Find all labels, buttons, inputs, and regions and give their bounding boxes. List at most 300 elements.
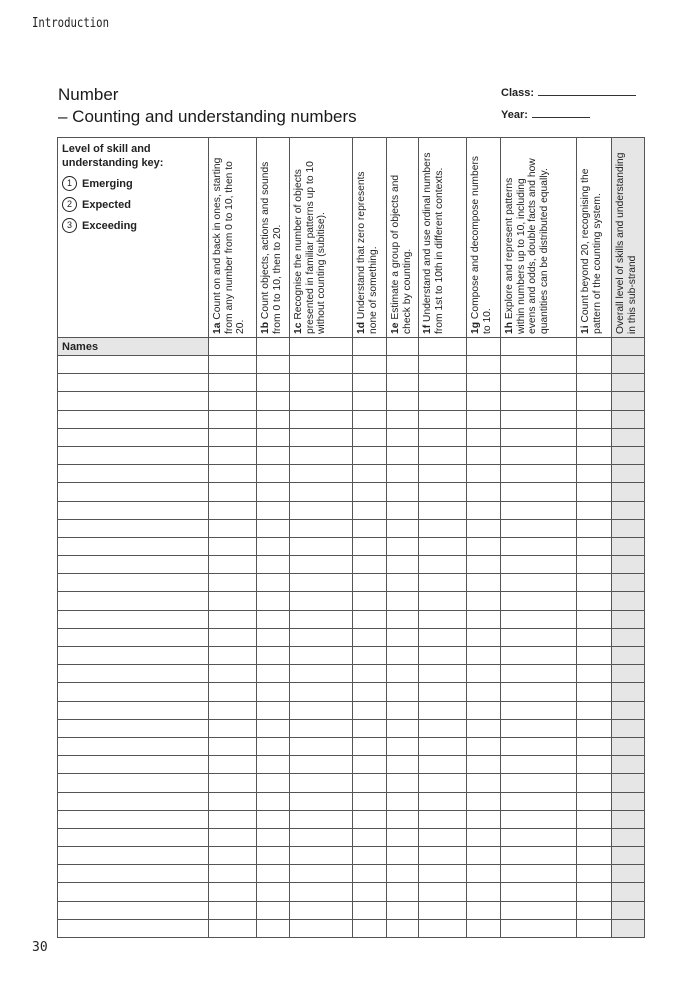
grid-cell[interactable] [501,810,577,828]
grid-cell[interactable] [387,338,419,356]
grid-cell[interactable] [387,647,419,665]
grid-cell[interactable] [387,919,419,937]
grid-cell[interactable] [419,392,467,410]
overall-cell[interactable] [612,737,645,755]
grid-cell[interactable] [290,810,353,828]
grid-cell[interactable] [419,847,467,865]
grid-cell[interactable] [387,574,419,592]
grid-cell[interactable] [290,465,353,483]
grid-cell[interactable] [209,847,257,865]
grid-cell[interactable] [387,792,419,810]
grid-cell[interactable] [419,574,467,592]
grid-cell[interactable] [467,701,501,719]
grid-cell[interactable] [209,410,257,428]
overall-cell[interactable] [612,465,645,483]
grid-cell[interactable] [577,756,612,774]
grid-cell[interactable] [257,810,290,828]
grid-cell[interactable] [387,774,419,792]
name-cell[interactable] [58,792,209,810]
grid-cell[interactable] [577,446,612,464]
grid-cell[interactable] [353,537,387,555]
grid-cell[interactable] [290,883,353,901]
grid-cell[interactable] [209,665,257,683]
overall-cell[interactable] [612,683,645,701]
grid-cell[interactable] [419,483,467,501]
grid-cell[interactable] [501,356,577,374]
overall-cell[interactable] [612,774,645,792]
grid-cell[interactable] [577,610,612,628]
grid-cell[interactable] [467,683,501,701]
grid-cell[interactable] [501,847,577,865]
grid-cell[interactable] [209,501,257,519]
class-blank-line[interactable] [538,84,636,96]
grid-cell[interactable] [419,356,467,374]
name-cell[interactable] [58,537,209,555]
grid-cell[interactable] [419,919,467,937]
grid-cell[interactable] [290,792,353,810]
grid-cell[interactable] [467,338,501,356]
grid-cell[interactable] [419,665,467,683]
grid-cell[interactable] [290,446,353,464]
grid-cell[interactable] [501,537,577,555]
grid-cell[interactable] [419,519,467,537]
grid-cell[interactable] [467,737,501,755]
grid-cell[interactable] [419,683,467,701]
grid-cell[interactable] [577,556,612,574]
grid-cell[interactable] [419,865,467,883]
grid-cell[interactable] [257,556,290,574]
grid-cell[interactable] [209,556,257,574]
grid-cell[interactable] [501,865,577,883]
overall-cell[interactable] [612,810,645,828]
name-cell[interactable] [58,446,209,464]
grid-cell[interactable] [257,446,290,464]
overall-cell[interactable] [612,556,645,574]
grid-cell[interactable] [419,465,467,483]
grid-cell[interactable] [501,901,577,919]
grid-cell[interactable] [387,719,419,737]
grid-cell[interactable] [501,737,577,755]
grid-cell[interactable] [467,501,501,519]
grid-cell[interactable] [501,483,577,501]
grid-cell[interactable] [209,774,257,792]
grid-cell[interactable] [387,428,419,446]
overall-cell[interactable] [612,883,645,901]
grid-cell[interactable] [209,883,257,901]
grid-cell[interactable] [577,828,612,846]
grid-cell[interactable] [467,374,501,392]
grid-cell[interactable] [290,901,353,919]
grid-cell[interactable] [353,737,387,755]
grid-cell[interactable] [577,810,612,828]
overall-cell[interactable] [612,901,645,919]
name-cell[interactable] [58,356,209,374]
grid-cell[interactable] [419,719,467,737]
grid-cell[interactable] [387,592,419,610]
name-cell[interactable] [58,556,209,574]
grid-cell[interactable] [467,774,501,792]
grid-cell[interactable] [467,428,501,446]
grid-cell[interactable] [467,647,501,665]
grid-cell[interactable] [501,756,577,774]
grid-cell[interactable] [209,574,257,592]
grid-cell[interactable] [501,410,577,428]
overall-cell[interactable] [612,628,645,646]
overall-cell[interactable] [612,392,645,410]
grid-cell[interactable] [209,428,257,446]
overall-cell[interactable] [612,701,645,719]
grid-cell[interactable] [209,828,257,846]
grid-cell[interactable] [257,756,290,774]
grid-cell[interactable] [257,501,290,519]
grid-cell[interactable] [209,756,257,774]
grid-cell[interactable] [387,483,419,501]
name-cell[interactable] [58,483,209,501]
grid-cell[interactable] [419,737,467,755]
grid-cell[interactable] [353,628,387,646]
grid-cell[interactable] [467,828,501,846]
grid-cell[interactable] [257,647,290,665]
grid-cell[interactable] [419,338,467,356]
grid-cell[interactable] [419,810,467,828]
overall-cell[interactable] [612,792,645,810]
name-cell[interactable] [58,828,209,846]
grid-cell[interactable] [387,665,419,683]
overall-cell[interactable] [612,428,645,446]
grid-cell[interactable] [501,792,577,810]
grid-cell[interactable] [209,810,257,828]
overall-cell[interactable] [612,410,645,428]
overall-cell[interactable] [612,719,645,737]
grid-cell[interactable] [501,446,577,464]
grid-cell[interactable] [257,792,290,810]
grid-cell[interactable] [501,501,577,519]
grid-cell[interactable] [353,719,387,737]
grid-cell[interactable] [577,901,612,919]
grid-cell[interactable] [209,392,257,410]
grid-cell[interactable] [257,610,290,628]
grid-cell[interactable] [501,828,577,846]
grid-cell[interactable] [419,628,467,646]
grid-cell[interactable] [501,774,577,792]
overall-cell[interactable] [612,338,645,356]
grid-cell[interactable] [577,701,612,719]
grid-cell[interactable] [257,865,290,883]
grid-cell[interactable] [501,392,577,410]
name-cell[interactable] [58,774,209,792]
grid-cell[interactable] [387,701,419,719]
grid-cell[interactable] [467,919,501,937]
grid-cell[interactable] [353,519,387,537]
grid-cell[interactable] [290,483,353,501]
grid-cell[interactable] [290,919,353,937]
grid-cell[interactable] [353,756,387,774]
overall-cell[interactable] [612,610,645,628]
grid-cell[interactable] [353,701,387,719]
grid-cell[interactable] [257,410,290,428]
grid-cell[interactable] [467,847,501,865]
grid-cell[interactable] [419,647,467,665]
grid-cell[interactable] [577,719,612,737]
grid-cell[interactable] [209,719,257,737]
grid-cell[interactable] [209,537,257,555]
grid-cell[interactable] [353,647,387,665]
grid-cell[interactable] [387,865,419,883]
grid-cell[interactable] [257,683,290,701]
grid-cell[interactable] [467,410,501,428]
grid-cell[interactable] [353,410,387,428]
name-cell[interactable] [58,574,209,592]
name-cell[interactable] [58,610,209,628]
grid-cell[interactable] [353,792,387,810]
grid-cell[interactable] [419,446,467,464]
overall-cell[interactable] [612,574,645,592]
grid-cell[interactable] [577,537,612,555]
grid-cell[interactable] [387,374,419,392]
grid-cell[interactable] [257,883,290,901]
grid-cell[interactable] [387,828,419,846]
name-cell[interactable] [58,628,209,646]
grid-cell[interactable] [209,683,257,701]
grid-cell[interactable] [419,701,467,719]
grid-cell[interactable] [501,719,577,737]
grid-cell[interactable] [290,356,353,374]
overall-cell[interactable] [612,828,645,846]
grid-cell[interactable] [387,537,419,555]
grid-cell[interactable] [577,574,612,592]
overall-cell[interactable] [612,537,645,555]
grid-cell[interactable] [467,810,501,828]
grid-cell[interactable] [467,592,501,610]
grid-cell[interactable] [353,683,387,701]
grid-cell[interactable] [467,519,501,537]
grid-cell[interactable] [257,574,290,592]
grid-cell[interactable] [290,574,353,592]
grid-cell[interactable] [387,901,419,919]
grid-cell[interactable] [387,519,419,537]
grid-cell[interactable] [353,865,387,883]
grid-cell[interactable] [577,356,612,374]
grid-cell[interactable] [467,465,501,483]
grid-cell[interactable] [387,465,419,483]
grid-cell[interactable] [290,701,353,719]
grid-cell[interactable] [257,592,290,610]
grid-cell[interactable] [290,828,353,846]
grid-cell[interactable] [290,592,353,610]
grid-cell[interactable] [467,628,501,646]
grid-cell[interactable] [209,374,257,392]
grid-cell[interactable] [419,410,467,428]
grid-cell[interactable] [467,665,501,683]
grid-cell[interactable] [353,665,387,683]
overall-cell[interactable] [612,501,645,519]
grid-cell[interactable] [290,519,353,537]
grid-cell[interactable] [257,374,290,392]
overall-cell[interactable] [612,847,645,865]
grid-cell[interactable] [577,338,612,356]
grid-cell[interactable] [353,901,387,919]
grid-cell[interactable] [387,610,419,628]
grid-cell[interactable] [387,737,419,755]
grid-cell[interactable] [467,446,501,464]
name-cell[interactable] [58,519,209,537]
grid-cell[interactable] [257,537,290,555]
grid-cell[interactable] [387,501,419,519]
grid-cell[interactable] [209,919,257,937]
grid-cell[interactable] [353,483,387,501]
grid-cell[interactable] [387,446,419,464]
grid-cell[interactable] [257,465,290,483]
grid-cell[interactable] [501,628,577,646]
grid-cell[interactable] [209,465,257,483]
grid-cell[interactable] [419,756,467,774]
grid-cell[interactable] [209,901,257,919]
name-cell[interactable] [58,919,209,937]
grid-cell[interactable] [209,356,257,374]
grid-cell[interactable] [467,719,501,737]
grid-cell[interactable] [467,865,501,883]
overall-cell[interactable] [612,519,645,537]
grid-cell[interactable] [290,628,353,646]
grid-cell[interactable] [387,556,419,574]
overall-cell[interactable] [612,865,645,883]
name-cell[interactable] [58,501,209,519]
grid-cell[interactable] [387,356,419,374]
name-cell[interactable] [58,665,209,683]
grid-cell[interactable] [209,338,257,356]
grid-cell[interactable] [290,865,353,883]
grid-cell[interactable] [467,556,501,574]
grid-cell[interactable] [387,883,419,901]
grid-cell[interactable] [501,465,577,483]
name-cell[interactable] [58,647,209,665]
grid-cell[interactable] [577,501,612,519]
overall-cell[interactable] [612,756,645,774]
grid-cell[interactable] [577,519,612,537]
grid-cell[interactable] [353,810,387,828]
name-cell[interactable] [58,701,209,719]
grid-cell[interactable] [209,737,257,755]
grid-cell[interactable] [577,647,612,665]
grid-cell[interactable] [290,610,353,628]
overall-cell[interactable] [612,919,645,937]
grid-cell[interactable] [290,410,353,428]
grid-cell[interactable] [577,592,612,610]
grid-cell[interactable] [257,719,290,737]
grid-cell[interactable] [577,865,612,883]
grid-cell[interactable] [467,756,501,774]
grid-cell[interactable] [501,610,577,628]
grid-cell[interactable] [353,338,387,356]
grid-cell[interactable] [419,901,467,919]
grid-cell[interactable] [577,919,612,937]
overall-cell[interactable] [612,483,645,501]
grid-cell[interactable] [353,883,387,901]
grid-cell[interactable] [257,701,290,719]
grid-cell[interactable] [209,647,257,665]
grid-cell[interactable] [257,737,290,755]
grid-cell[interactable] [209,592,257,610]
grid-cell[interactable] [419,374,467,392]
grid-cell[interactable] [290,774,353,792]
grid-cell[interactable] [501,683,577,701]
grid-cell[interactable] [501,556,577,574]
grid-cell[interactable] [501,519,577,537]
grid-cell[interactable] [353,556,387,574]
grid-cell[interactable] [257,774,290,792]
grid-cell[interactable] [577,483,612,501]
name-cell[interactable] [58,901,209,919]
grid-cell[interactable] [209,792,257,810]
name-cell[interactable] [58,756,209,774]
grid-cell[interactable] [577,374,612,392]
grid-cell[interactable] [577,428,612,446]
grid-cell[interactable] [353,446,387,464]
grid-cell[interactable] [501,374,577,392]
grid-cell[interactable] [290,647,353,665]
grid-cell[interactable] [353,465,387,483]
name-cell[interactable] [58,410,209,428]
grid-cell[interactable] [209,610,257,628]
name-cell[interactable] [58,392,209,410]
grid-cell[interactable] [290,338,353,356]
grid-cell[interactable] [353,428,387,446]
grid-cell[interactable] [501,592,577,610]
overall-cell[interactable] [612,374,645,392]
name-cell[interactable] [58,847,209,865]
grid-cell[interactable] [353,374,387,392]
grid-cell[interactable] [467,537,501,555]
grid-cell[interactable] [467,901,501,919]
name-cell[interactable] [58,465,209,483]
grid-cell[interactable] [467,574,501,592]
grid-cell[interactable] [387,410,419,428]
grid-cell[interactable] [577,683,612,701]
grid-cell[interactable] [353,574,387,592]
grid-cell[interactable] [501,647,577,665]
grid-cell[interactable] [290,737,353,755]
grid-cell[interactable] [290,501,353,519]
grid-cell[interactable] [577,792,612,810]
grid-cell[interactable] [209,701,257,719]
year-blank-line[interactable] [532,106,590,118]
grid-cell[interactable] [577,628,612,646]
grid-cell[interactable] [290,665,353,683]
grid-cell[interactable] [419,610,467,628]
grid-cell[interactable] [257,665,290,683]
overall-cell[interactable] [612,446,645,464]
grid-cell[interactable] [209,628,257,646]
grid-cell[interactable] [257,919,290,937]
grid-cell[interactable] [257,628,290,646]
grid-cell[interactable] [257,519,290,537]
grid-cell[interactable] [501,574,577,592]
grid-cell[interactable] [577,774,612,792]
grid-cell[interactable] [353,828,387,846]
grid-cell[interactable] [501,338,577,356]
grid-cell[interactable] [501,883,577,901]
grid-cell[interactable] [209,519,257,537]
grid-cell[interactable] [467,883,501,901]
overall-cell[interactable] [612,647,645,665]
grid-cell[interactable] [290,374,353,392]
grid-cell[interactable] [209,865,257,883]
grid-cell[interactable] [387,628,419,646]
grid-cell[interactable] [257,828,290,846]
overall-cell[interactable] [612,356,645,374]
name-cell[interactable] [58,428,209,446]
grid-cell[interactable] [257,356,290,374]
